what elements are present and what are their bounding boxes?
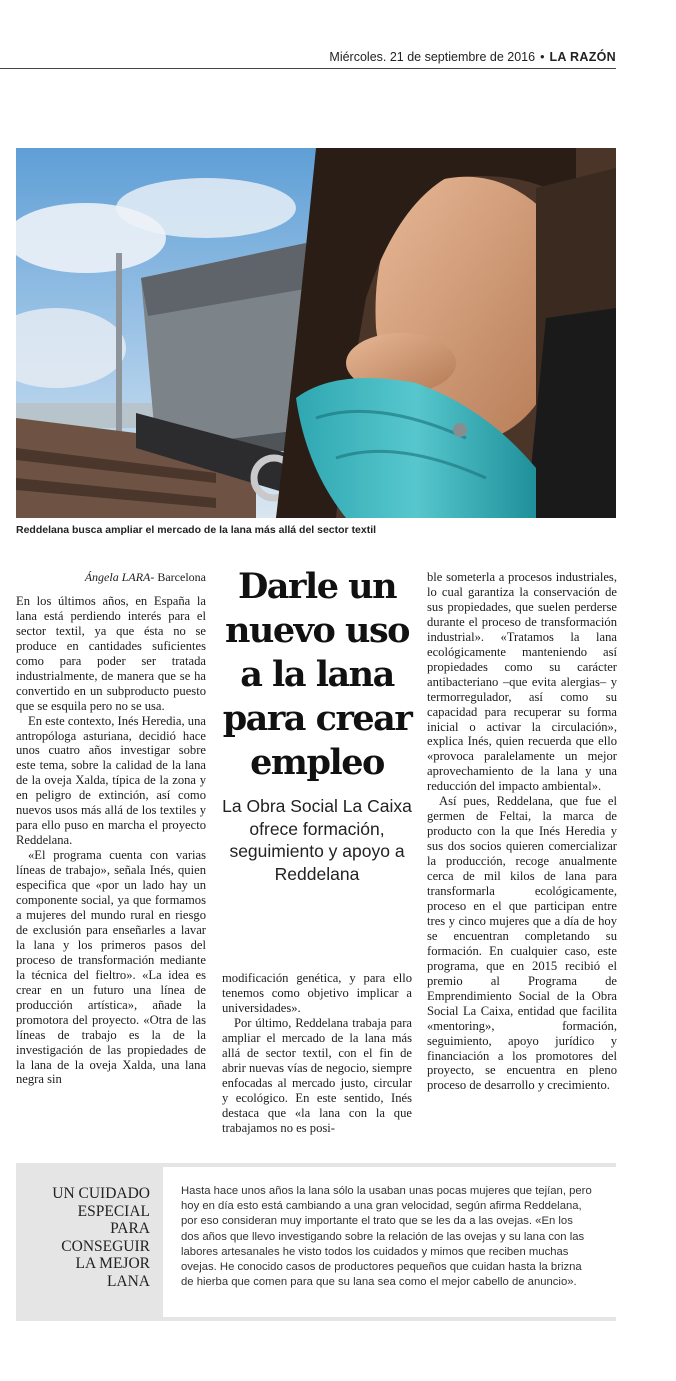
subheadline: La Obra Social La Caixa ofrece formación, seguimiento y apoyo a Reddelana <box>222 796 412 884</box>
article-column-3 <box>427 570 617 1093</box>
header-separator: • <box>540 50 545 64</box>
article-photo <box>16 148 616 518</box>
paragraph: ble someterla a procesos industriales, lo cual garantiza la conservación de sus propiedades, que suelen perderse durante el proceso de transformación industrial». «Tratamos la lana ecológicamente manteniendo así propiedades como su carácter antibacteriano –que evita alergias– y termorregulador, así como su capacidad para recuperar su forma inicial o activar la circulación», explica Inés, quien recuerda que ello «provoca paralelamente un mejor aprovechamiento de la lana y una reducción del impacto ambiental». <box>427 570 617 794</box>
byline-author: Ángela LARA <box>84 570 151 584</box>
headline: Darle un nuevo uso a la lana para crear empleo <box>222 566 412 783</box>
photo-caption: Reddelana busca ampliar el mercado de la lana más allá del sector textil <box>16 524 377 536</box>
sidebar-title: UN CUIDADO ESPECIAL PARA CONSEGUIR LA MEJOR LANA <box>52 1185 150 1290</box>
paragraph: Así pues, Reddelana, que fue el germen de Feltai, la marca de producto con la que Inés Heredia y sus dos socios quieren comercializar la producción, recoge anualmente cerca de mil kilos de lana para transformarla ecológicamente, proceso en el que participan entre tres y cinco mujeres que a día de hoy se encuentran completando su formación. En cualquier caso, este programa, que en 2015 recibió el premio al Programa de Emprendimiento Social de la Obra Social La Caixa, entidad que facilita «mentoring», formación, seguimiento, apoyo jurídico y financiación a los promotores del proyecto, se encuentra en pleno proceso de desarrollo y crecimiento. <box>427 794 617 1093</box>
article-column-2 <box>222 971 412 1135</box>
sidebar-box <box>16 1163 616 1321</box>
paragraph: En este contexto, Inés Heredia, una antropóloga asturiana, decidió hace unos cuatro años investigar sobre este tema, sobre la calidad de la lana de la oveja Xalda, típica de la zona y en peligro de extinción, así como nuevos usos más allá de los textiles y para ello puso en marcha el proyecto Reddelana. <box>16 713 206 848</box>
article-column-1 <box>16 570 206 1087</box>
newspaper-brand: LA RAZÓN <box>549 50 616 64</box>
header-text <box>329 50 616 64</box>
paragraph: Por último, Reddelana trabaja para ampliar el mercado de la lana más allá de sector textil, con el fin de abrir nuevas vías de negocio, siempre enfocadas al mercado justo, circular y ecológico. En este sentido, Inés destaca que «la lana con la que trabajamos no es posi- <box>222 1015 412 1135</box>
paragraph: «El programa cuenta con varias líneas de trabajo», señala Inés, quien especifica que «por un lado hay un componente social, ya que formamos a mujeres del mundo rural en riesgo de exclusión para enseñarles a lavar la lana y los primeros pasos del proceso de transformación mediante la técnica del fieltro». «La idea es crear en un futuro una línea de producción artística», añade la promotora del proyecto. «Otra de las líneas de trabajo es la de la investigación de las propiedades de la lana de la oveja Xalda, una lana negra sin <box>16 848 206 1087</box>
byline-location: - Barcelona <box>150 570 206 584</box>
header-date: Miércoles. 21 de septiembre de 2016 <box>329 50 536 64</box>
photo-illustration <box>16 148 616 518</box>
sidebar-text: Hasta hace unos años la lana sólo la usaban unas pocas mujeres que tejían, pero hoy en día esto está cambiando a una gran velocidad, según afirma Reddelana, por eso consideran muy importante el trato que se les da a las ovejas. «En los dos años que llevo investigando sobre la relación de las ovejas y su lana con las labores artesanales he visto todos los cuidados y mimos que reciben muchas ovejas. He conocido casos de productores pequeños que cuidan hasta la brizna de hierba que comen para que su lana sea como el mejor cabello de anuncio». <box>181 1185 592 1289</box>
page-header <box>0 48 616 69</box>
paragraph: En los últimos años, en España la lana está perdiendo interés para el sector textil, ya que ésta no se produce en cantidades suficientes como para poder ser tratada industrialmente, de manera que se ha convertido en un subproducto puesto que se esquila pero no se usa. <box>16 593 206 713</box>
byline <box>16 570 206 585</box>
paragraph: modificación genética, y para ello tenemos como objetivo implicar a universidades». <box>222 971 412 1015</box>
